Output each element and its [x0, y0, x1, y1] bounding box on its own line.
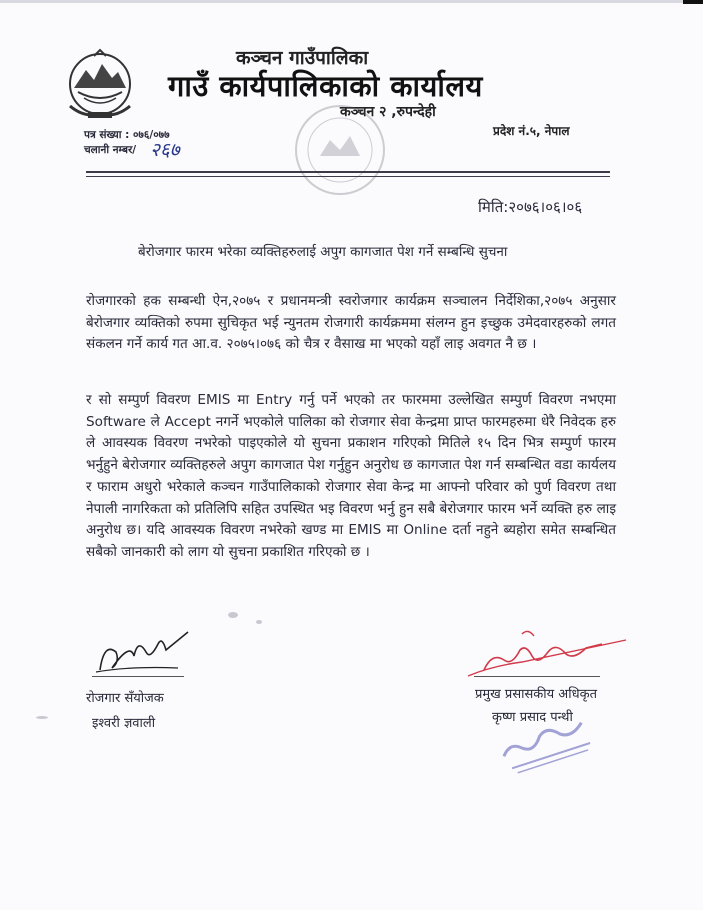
dispatch-number-label: चलानी नम्बर/ [84, 144, 137, 156]
left-signature-icon [90, 622, 200, 682]
header-divider-thin [86, 176, 610, 177]
right-signature-line [474, 676, 600, 677]
scan-speck [36, 716, 48, 719]
left-signature-line [92, 676, 184, 677]
left-signatory-name: इश्वरी ज्ञवाली [92, 716, 156, 731]
scan-speck [256, 620, 262, 624]
office-title: गाउँ कार्यपालिकाको कार्यालय [168, 69, 483, 103]
office-address: कञ्चन २ ,रुपन्देही [340, 104, 436, 120]
body-paragraph-1: रोजगारको हक सम्बन्धी ऐन,२०७५ र प्रधानमन्त्री स्वरोजगार कार्यक्रम सञ्चालन निर्देशिका,२०७५ अनुसार बेरोजगार व्यक्तिको रुपमा सुचिकृत भई न्युनतम रोजगारी कार्यक्रममा संलग्न हुन इच्छुक उमेदवारहरुको लगत संकलन गर्ने कार्य गत आ.व. २०७५।०७६ को चैत्र र वैसाख मा भएको यहाँ लाइ अवगत नै छ । [86, 293, 616, 352]
page-top-edge [0, 0, 703, 3]
dispatch-number-handwritten: २६७ [150, 139, 180, 161]
government-emblem-icon [64, 48, 136, 124]
letter-subject: बेरोजगार फारम भरेका व्यक्तिहरुलाई अपुग कागजात पेश गर्ने सम्बन्धि सुचना [138, 244, 508, 260]
body-paragraph-2: र सो सम्पुर्ण विवरण EMIS मा Entry गर्नु पर्ने भएको तर फारममा उल्लेखित सम्पुर्ण विवरण नभएमा Software ले Accept नगर्ने भएकोले पालिका को रोजगार सेवा केन्द्रमा प्राप्त फारमहरुमा धेरै निवेदक हरु ले आवस्यक विवरण नभरेको पाइएकोले यो सुचना प्रकाशन गरिएको मितिले १५ दिन भित्र सम्पुर्ण फारम भर्नुहुने बेरोजगार व्यक्तिहरुले अपुग कागजात पेश गर्नुहुन अनुरोध छ कागजात पेश गर्न सम्बन्धित वडा कार्यलय र फाराम अधुरो भरेकाले कञ्चन गाउँपालिकाको रोजगार सेवा केन्द्र मा आफ्नो परिवार को पुर्ण विवरण तथा नेपाली नागरिकता को प्रतिलिपि सहित उपस्थित भइ विवरण भर्नु हुन सबै बेरोजगार फारम भर्ने व्यक्ति हरु लाइ अनुरोध छ। यदि आवस्यक विवरण नभरेको खण्ड मा EMIS मा Online दर्ता नहुने ब्यहोरा समेत सम्बन्धित सबैको जानकारी को लाग यो सुचना प्रकाशित गरिएको छ । [86, 392, 617, 560]
header-divider [86, 171, 610, 173]
reference-number: पत्र संख्या : ०७६/०७७ [84, 129, 170, 141]
province-label: प्रदेश नं.५, नेपाल [493, 124, 570, 138]
municipality-name: कञ्चन गाउँपालिका [236, 47, 369, 69]
office-seal-icon [290, 100, 390, 200]
officer-stamp-icon [488, 712, 608, 774]
right-signatory-name: कृष्ण प्रसाद पन्थी [492, 710, 573, 725]
scan-speck [228, 612, 238, 618]
scan-corner-mark [683, 0, 703, 4]
right-signatory-title: प्रमुख प्रसासकीय अधिकृत [475, 687, 597, 702]
letter-date: मिति:२०७६।०६।०६ [478, 198, 583, 216]
left-signatory-title: रोजगार सँयोजक [86, 691, 164, 706]
